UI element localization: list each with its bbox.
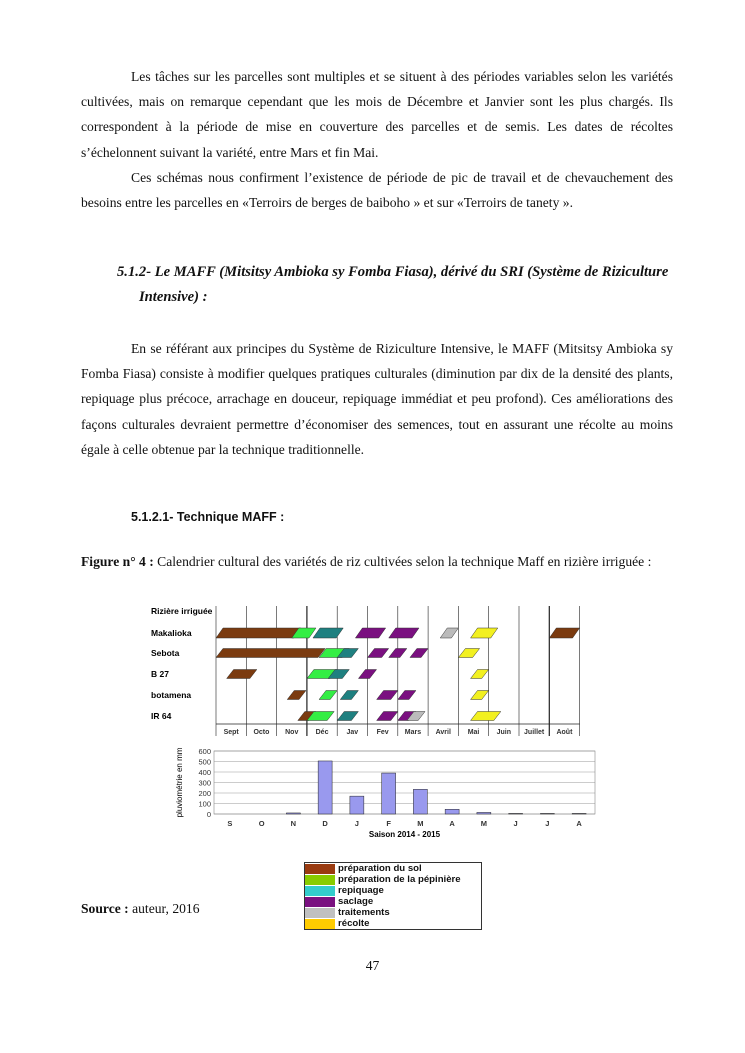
rain-bar	[509, 813, 523, 814]
month-label: Mai	[467, 729, 480, 736]
month-label: Octo	[253, 729, 270, 736]
paragraph-tasks: Les tâches sur les parcelles sont multiples et se situent à des périodes variables selon les variétés cultivées, mais on remarque cependant que les mois de Décembre et Janvier sont les plus chargés. Ils correspondent à la période de mise en couverture des parcelles et de semis. Les dates de récoltes s’échelonnent suivant la variété, entre Mars et fin Mai.	[81, 69, 673, 160]
x-tick-label: M	[480, 819, 487, 828]
chart-legend	[304, 862, 482, 930]
month-label: Juillet	[524, 729, 545, 736]
legend-item	[305, 874, 481, 885]
month-label: Nov	[285, 729, 299, 736]
variety-label: botamena	[151, 690, 192, 700]
variety-label: Makalioka	[151, 628, 192, 638]
paragraph-maff: En se référant aux principes du Système de Riziculture Intensive, le MAFF (Mitsitsy Ambioka sy Fomba Fiasa) consiste à modifier quelques pratiques culturales (diminution par dix de la densité des plants, repiquage plus précoce, arrachage en douceur, repiquage immédiat et peu profond). Ces améliorations des façons culturales devraient permettre d’économiser des semences, tout en assurant une récolte au moins égale à celle obtenue par la technique traditionnelle.	[81, 341, 673, 457]
task-bar-traitements	[440, 628, 458, 638]
section-heading	[117, 260, 677, 310]
y-tick-label: 300	[198, 778, 211, 788]
x-tick-label: F	[386, 819, 391, 828]
y-tick-label: 100	[198, 799, 211, 809]
rain-bar	[445, 809, 459, 814]
legend-swatch	[305, 908, 335, 918]
task-bar-saclage	[389, 628, 419, 638]
x-tick-label: D	[322, 819, 328, 828]
x-tick-label: A	[449, 819, 455, 828]
variety-label: Sebota	[151, 648, 180, 658]
legend-label: préparation du sol	[338, 863, 422, 874]
paragraph-schemas: Ces schémas nous confirment l’existence de période de pic de travail et de chevauchement des besoins entre les parcelles en «Terroirs de berges de baiboho » et sur «Terroirs de tanety ».	[81, 170, 673, 211]
legend-swatch	[305, 875, 335, 885]
task-bar-repiquage	[337, 712, 358, 721]
month-label: Fev	[376, 729, 389, 736]
month-label: Avril	[435, 729, 451, 736]
x-tick-label: A	[576, 819, 582, 828]
month-label: Juin	[496, 729, 512, 736]
x-axis-title: Saison 2014 - 2015	[368, 830, 441, 839]
y-tick-label: 200	[198, 789, 211, 798]
task-bar-saclage	[389, 649, 407, 658]
month-label: Août	[556, 729, 573, 736]
task-bar-sol	[216, 628, 301, 638]
legend-item	[305, 907, 481, 918]
figure-caption	[81, 550, 673, 574]
task-bar-saclage	[358, 670, 376, 679]
rain-bar	[286, 813, 300, 814]
source-text: auteur, 2016	[128, 901, 200, 916]
variety-label: IR 64	[151, 711, 172, 721]
task-bar-sol	[216, 649, 325, 658]
legend-swatch	[305, 897, 335, 907]
task-bar-recolte	[471, 691, 489, 700]
y-tick-label: 400	[198, 768, 211, 777]
y-tick-label: 600	[198, 747, 211, 756]
caption-text: Calendrier cultural des variétés de riz cultivées selon la technique Maff en rizière irriguée :	[153, 554, 652, 569]
legend-swatch	[305, 864, 335, 874]
legend-label: récolte	[338, 918, 370, 929]
task-bar-saclage	[410, 649, 428, 658]
month-label: Jav	[346, 729, 359, 736]
task-bar-sol	[227, 670, 257, 679]
task-bar-sol	[287, 691, 306, 700]
x-tick-label: M	[417, 819, 424, 828]
rain-bar	[413, 789, 427, 814]
variety-label: B 27	[151, 669, 169, 679]
y-tick-label: 500	[198, 757, 211, 767]
task-bar-recolte	[471, 628, 498, 638]
section-heading-text: 5.1.2- Le MAFF (Mitsitsy Ambioka sy Fomba Fiasa), dérivé du SRI (Système de Riziculture Intensive) :	[117, 264, 669, 305]
rain-bar	[572, 813, 586, 814]
x-tick-label: N	[290, 819, 297, 828]
legend-label: préparation de la pépinière	[338, 874, 461, 885]
rain-bar	[382, 773, 396, 814]
month-label: Mars	[404, 729, 422, 736]
y-tick-label: 0	[206, 810, 211, 819]
legend-item	[305, 918, 481, 929]
crop-calendar-chart	[145, 600, 595, 740]
legend-label: saclage	[338, 896, 374, 907]
task-bar-repiquage	[313, 628, 343, 638]
rainfall-chart	[170, 740, 600, 840]
x-tick-label: O	[258, 819, 265, 828]
month-label: Sept	[223, 729, 239, 736]
month-label: Déc	[315, 729, 329, 736]
rain-bar	[477, 812, 491, 814]
rain-bar	[350, 796, 364, 814]
x-tick-label: J	[545, 819, 550, 828]
legend-label: traitements	[338, 907, 390, 918]
source-label: Source :	[81, 901, 129, 916]
x-tick-label: J	[354, 819, 359, 828]
task-bar-saclage	[377, 712, 398, 721]
source-note	[81, 901, 200, 917]
legend-item	[305, 863, 481, 874]
task-bar-recolte	[458, 649, 479, 658]
legend-swatch	[305, 886, 335, 896]
legend-label: repiquage	[338, 885, 384, 896]
task-bar-repiquage	[340, 691, 358, 700]
caption-label: Figure n° 4 :	[81, 554, 154, 569]
task-bar-recolte	[471, 670, 489, 679]
task-bar-saclage	[368, 649, 389, 658]
legend-item	[305, 885, 481, 896]
y-axis-title: pluviométrie en mm	[175, 747, 184, 818]
task-bar-saclage	[398, 691, 416, 700]
legend-item	[305, 896, 481, 907]
task-bar-saclage	[355, 628, 385, 638]
task-bar-pepiniere	[319, 691, 337, 700]
gantt-title: Rizière irriguée	[151, 606, 213, 616]
subsection-heading: 5.1.2.1- Technique MAFF :	[131, 510, 285, 524]
legend-swatch	[305, 919, 335, 929]
x-tick-label: J	[513, 819, 518, 828]
x-tick-label: S	[227, 819, 233, 828]
task-bar-saclage	[377, 691, 398, 700]
task-bar-recolte	[471, 712, 501, 721]
rain-bar	[540, 813, 554, 814]
task-bar-sol	[549, 628, 579, 638]
rain-bar	[318, 761, 332, 814]
page-number: 47	[365, 958, 380, 973]
